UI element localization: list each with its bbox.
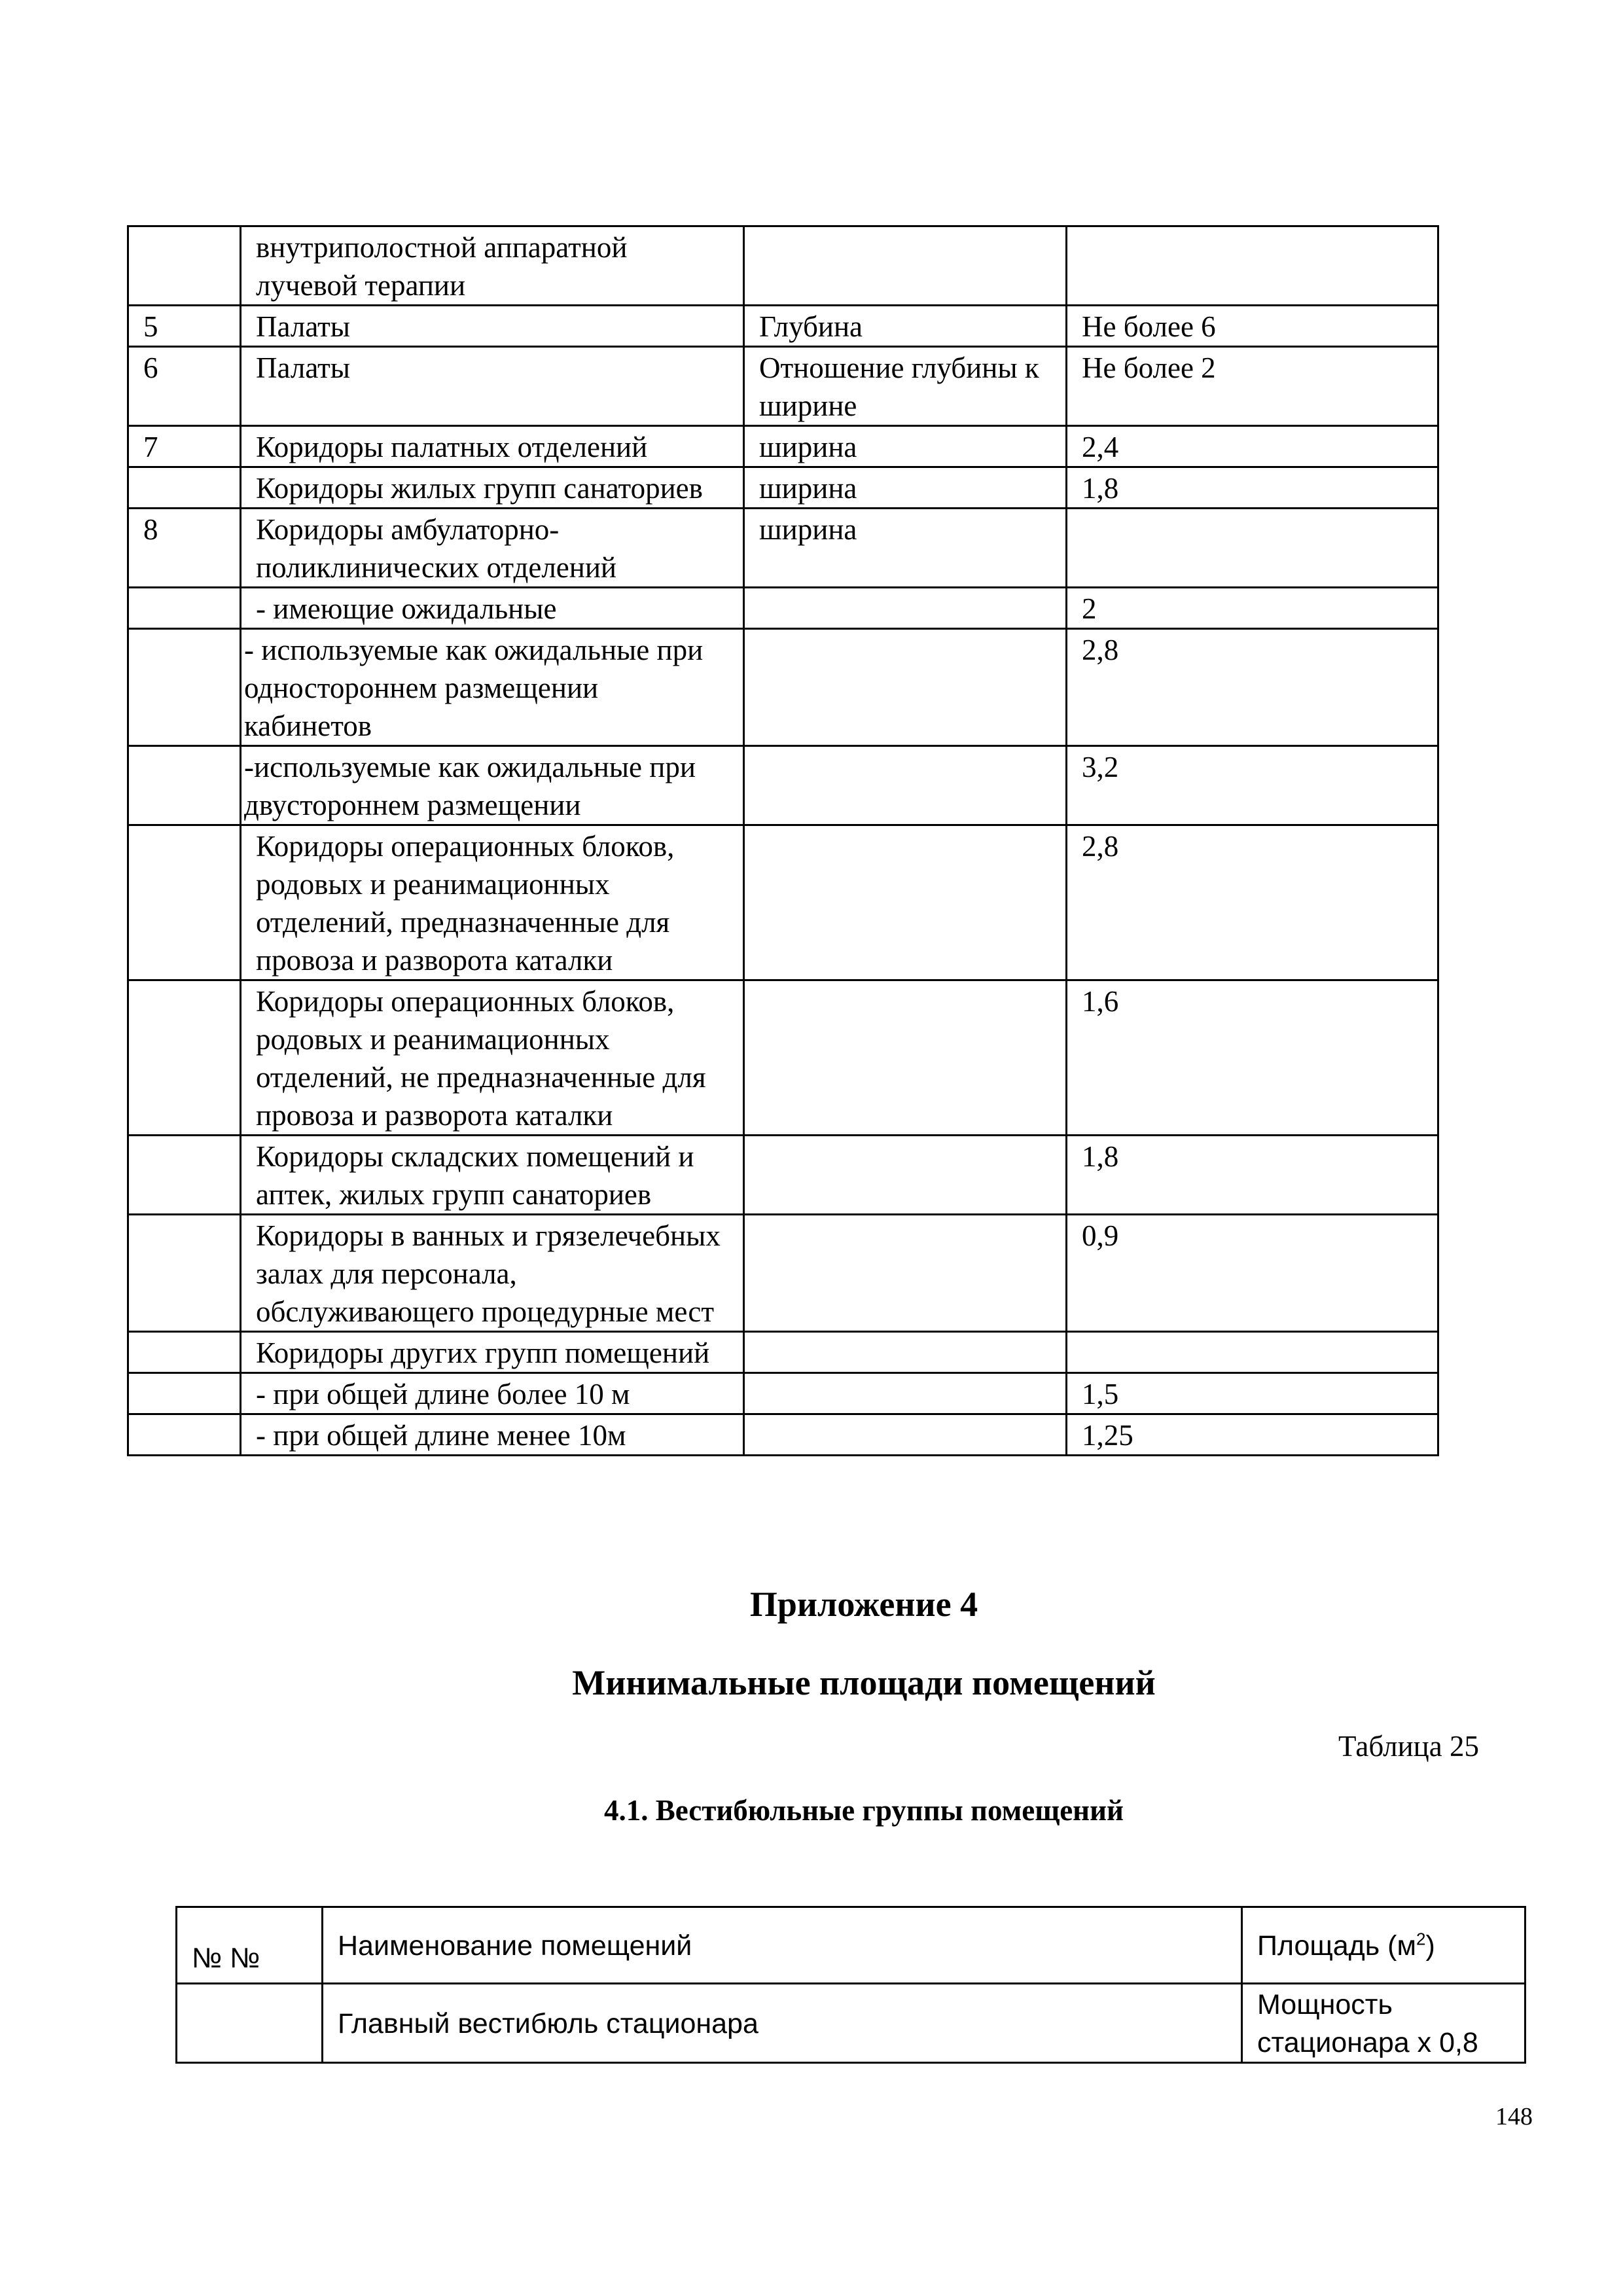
room-name: - имеющие ожидальные: [241, 588, 744, 629]
room-name: Палаты: [241, 347, 744, 426]
table-row: [128, 467, 1438, 509]
table-row: [128, 746, 1438, 825]
room-name: Коридоры в ванных и грязелечебных залах для персонала, обслуживающего процедурные мест: [241, 1215, 744, 1332]
parameter: ширина: [744, 509, 1067, 588]
header-number: [177, 1907, 323, 1984]
row-number: 5: [128, 306, 241, 347]
appendix-heading: Минимальные площади помещений: [572, 1663, 1156, 1702]
row-number: [128, 980, 241, 1136]
row-number: [177, 1984, 323, 2063]
row-number: [128, 1373, 241, 1414]
room-name: внутриполостной аппаратной лучевой терапии: [241, 226, 744, 306]
value: 2,8: [1067, 825, 1438, 980]
parameter: [744, 1373, 1067, 1414]
row-number: [128, 746, 241, 825]
table-row: [128, 426, 1438, 467]
room-name: Коридоры операционных блоков, родовых и реанимационных отделений, предназначенные для провоза и разворота каталки: [241, 825, 744, 980]
table-label: Таблица 25: [1338, 1730, 1479, 1763]
room-name: Коридоры амбулаторно-поликлинических отделений: [241, 509, 744, 588]
row-number: [128, 588, 241, 629]
value: [1067, 1332, 1438, 1373]
row-number: [128, 467, 241, 509]
room-name: Главный вестибюль стационара: [323, 1984, 1242, 2063]
section-subheading: 4.1. Вестибюльные группы помещений: [604, 1794, 1124, 1827]
room-name: Коридоры складских помещений и аптек, жилых групп санаториев: [241, 1136, 744, 1215]
room-area: Мощность стационара х 0,8: [1242, 1984, 1525, 2063]
value: 0,9: [1067, 1215, 1438, 1332]
appendix-title: Приложение 4: [749, 1585, 978, 1624]
table-row: [128, 1215, 1438, 1332]
table-row: [128, 226, 1438, 306]
value: Не более 6: [1067, 306, 1438, 347]
room-name: - при общей длине менее 10м: [241, 1414, 744, 1456]
vestibule-rooms-table: [175, 1906, 1526, 2064]
row-number: [128, 1215, 241, 1332]
parameter: [744, 746, 1067, 825]
table-row: [128, 1373, 1438, 1414]
table-row: [128, 509, 1438, 588]
value: Не более 2: [1067, 347, 1438, 426]
value: [1067, 509, 1438, 588]
room-name: Коридоры палатных отделений: [241, 426, 744, 467]
room-name: Коридоры других групп помещений: [241, 1332, 744, 1373]
parameter: [744, 1332, 1067, 1373]
table-row: [128, 306, 1438, 347]
parameter: [744, 1414, 1067, 1456]
row-number: 6: [128, 347, 241, 426]
value: 1,5: [1067, 1373, 1438, 1414]
row-number: [128, 1414, 241, 1456]
header-area-close: ): [1425, 1930, 1435, 1962]
value: 3,2: [1067, 746, 1438, 825]
header-number-text: № №: [192, 1943, 260, 1974]
parameter: Отношение глубины к ширине: [744, 347, 1067, 426]
row-number: [128, 1332, 241, 1373]
row-number: [128, 226, 241, 306]
value: 1,25: [1067, 1414, 1438, 1456]
parameter: ширина: [744, 426, 1067, 467]
value: 2,4: [1067, 426, 1438, 467]
row-number: [128, 629, 241, 746]
table-row: [128, 1414, 1438, 1456]
header-area-text: Площадь (м: [1257, 1930, 1417, 1962]
parameter: Глубина: [744, 306, 1067, 347]
room-name: Коридоры операционных блоков, родовых и реанимационных отделений, не предназначенные для провоза и разворота каталки: [241, 980, 744, 1136]
table-row: [177, 1984, 1525, 2063]
table-row: [128, 629, 1438, 746]
room-name: -используемые как ожидальные при двустороннем размещении: [241, 746, 744, 825]
room-name: Коридоры жилых групп санаториев: [241, 467, 744, 509]
table-row: [128, 347, 1438, 426]
row-number: [128, 1136, 241, 1215]
header-area: [1242, 1907, 1525, 1984]
room-name: - при общей длине более 10 м: [241, 1373, 744, 1414]
value: 1,6: [1067, 980, 1438, 1136]
page-number: 148: [1495, 2103, 1533, 2130]
table-row: [128, 588, 1438, 629]
value: [1067, 226, 1438, 306]
value: 2: [1067, 588, 1438, 629]
table-row: [128, 1136, 1438, 1215]
value: 1,8: [1067, 467, 1438, 509]
parameter: ширина: [744, 467, 1067, 509]
table-row: [128, 825, 1438, 980]
corridor-dimensions-table: [127, 225, 1439, 1456]
row-number: 8: [128, 509, 241, 588]
header-name: Наименование помещений: [323, 1907, 1242, 1984]
value: 2,8: [1067, 629, 1438, 746]
parameter: [744, 226, 1067, 306]
parameter: [744, 980, 1067, 1136]
table-row: [128, 980, 1438, 1136]
parameter: [744, 1215, 1067, 1332]
table-header-row: [177, 1907, 1525, 1984]
header-area-superscript: 2: [1416, 1929, 1426, 1949]
parameter: [744, 825, 1067, 980]
room-name: Палаты: [241, 306, 744, 347]
table-row: [128, 1332, 1438, 1373]
row-number: 7: [128, 426, 241, 467]
value: 1,8: [1067, 1136, 1438, 1215]
parameter: [744, 629, 1067, 746]
row-number: [128, 825, 241, 980]
parameter: [744, 588, 1067, 629]
parameter: [744, 1136, 1067, 1215]
room-name: - используемые как ожидальные при одностороннем размещении кабинетов: [241, 629, 744, 746]
